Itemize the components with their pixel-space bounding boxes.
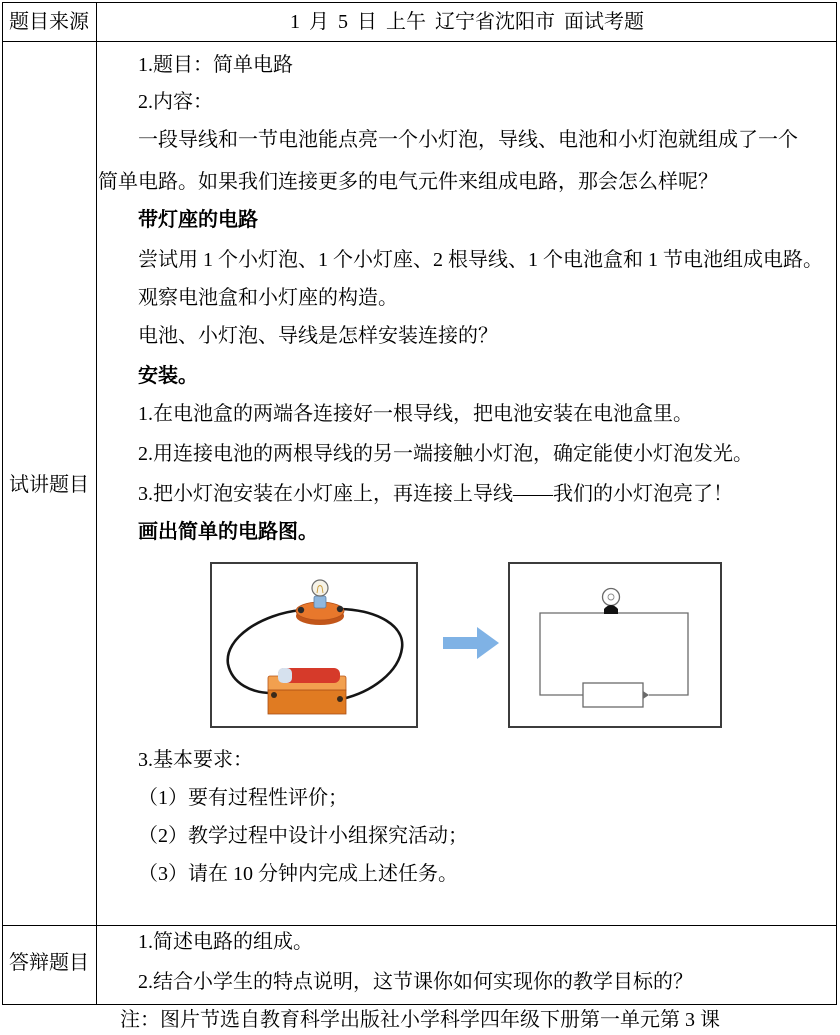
circuit-diagram-graphic — [510, 564, 720, 726]
section-heading-lamp-holder-circuit: 带灯座的电路 — [138, 209, 258, 231]
circuit-diagram — [508, 562, 722, 728]
footnote: 注：图片节选自教育科学出版社小学科学四年级下册第一单元第 3 课 — [120, 1009, 720, 1031]
wire — [340, 609, 402, 699]
column-divider — [96, 2, 98, 1005]
intro-line-1: 一段导线和一节电池能点亮一个小灯泡，导线、电池和小灯泡就组成了一个 — [138, 129, 798, 151]
battery-symbol — [583, 683, 649, 707]
right-arrow-icon-graphic — [443, 626, 499, 660]
lecture-label: 试讲题目 — [9, 474, 89, 496]
section-heading-draw-diagram: 画出简单的电路图。 — [138, 521, 318, 543]
requirements-heading: 3.基本要求： — [138, 749, 253, 771]
source-label: 题目来源 — [9, 11, 89, 33]
right-arrow-icon — [443, 626, 499, 660]
light-bulb-icon — [312, 580, 328, 608]
requirement-item: （3）请在 10 分钟内完成上述任务。 — [138, 863, 458, 885]
defense-label: 答辩题目 — [9, 952, 89, 974]
intro-line-2: 简单电路。如果我们连接更多的电气元件来组成电路，那会怎么样呢？ — [98, 171, 718, 193]
instruction-line: 观察电池盒和小灯座的构造。 — [138, 287, 398, 309]
circuit-illustration — [210, 562, 418, 728]
circuit-illustration-graphic — [212, 564, 416, 726]
requirement-item: （2）教学过程中设计小组探究活动； — [138, 825, 468, 847]
topic-title: 1.题目：简单电路 — [138, 54, 293, 76]
bulb-symbol — [603, 589, 620, 615]
defense-question: 1.简述电路的组成。 — [138, 931, 313, 953]
defense-question: 2.结合小学生的特点说明，这节课你如何实现你的教学目标的？ — [138, 971, 693, 993]
section-heading-install: 安装。 — [138, 365, 198, 387]
source-value: 1 月 5 日 上午 辽宁省沈阳市 面试考题 — [290, 11, 644, 33]
row-divider-defense — [2, 925, 837, 927]
instruction-line: 尝试用 1 个小灯泡、1 个小灯座、2 根导线、1 个电池盒和 1 节电池组成电路。 — [138, 249, 823, 271]
battery-box — [268, 668, 346, 714]
instruction-line: 电池、小灯泡、导线是怎样安装连接的？ — [138, 325, 498, 347]
install-step: 1.在电池盒的两端各连接好一根导线，把电池安装在电池盒里。 — [138, 403, 693, 425]
row-divider-header — [2, 41, 837, 43]
install-step: 2.用连接电池的两根导线的另一端接触小灯泡，确定能使小灯泡发光。 — [138, 443, 753, 465]
install-step: 3.把小灯泡安装在小灯座上，再连接上导线——我们的小灯泡亮了！ — [138, 483, 733, 505]
content-label: 2.内容： — [138, 91, 213, 113]
requirement-item: （1）要有过程性评价； — [138, 787, 348, 809]
